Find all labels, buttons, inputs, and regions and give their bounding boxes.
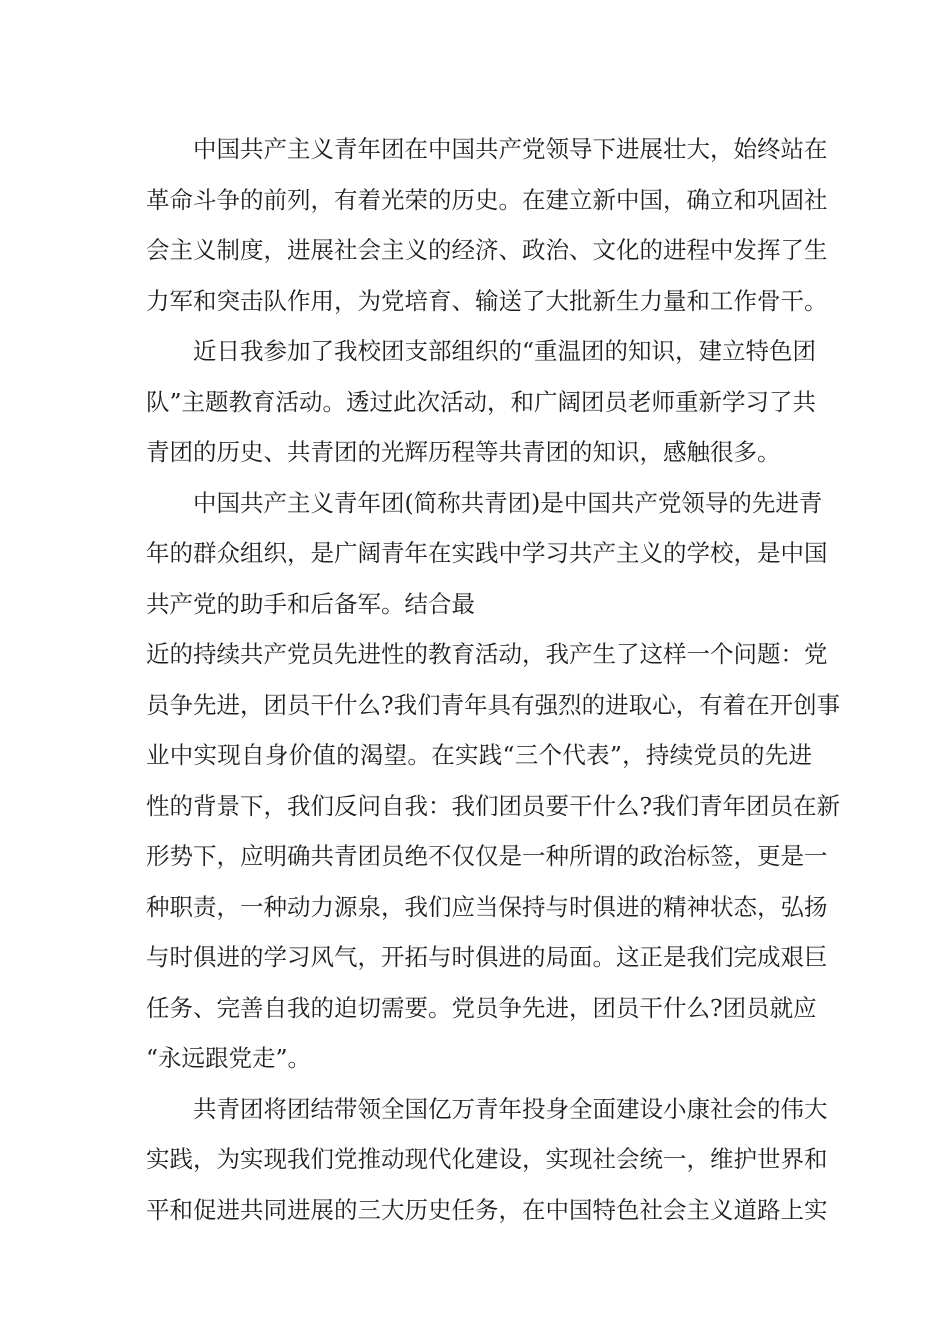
text-line: 近日我参加了我校团支部组织的“重温团的知识，建立特色团 bbox=[193, 337, 817, 365]
paragraph-5 bbox=[146, 1084, 828, 1236]
document-body bbox=[146, 124, 841, 1235]
paragraph-3 bbox=[146, 478, 828, 630]
text-line: 青团的历史、共青团的光辉历程等共青团的知识，感触很多。 bbox=[146, 438, 781, 466]
paragraph-2 bbox=[146, 326, 817, 478]
text-line: 员争先进，团员干什么?我们青年具有强烈的进取心，有着在开创事 bbox=[146, 690, 841, 719]
text-line: 与时俱进的学习风气，开拓与时俱进的局面。这正是我们完成艰巨 bbox=[146, 943, 828, 971]
text-line: 平和促进共同进展的三大历史任务，在中国特色社会主义道路上实 bbox=[146, 1195, 828, 1224]
text-line: 业中实现自身价值的渴望。在实践“三个代表”，持续党员的先进 bbox=[146, 741, 812, 769]
text-line: 共青团将团结带领全国亿万青年投身全面建设小康社会的伟大 bbox=[193, 1094, 828, 1123]
text-line: “永远跟党走”。 bbox=[146, 1044, 312, 1072]
text-line: 种职责，一种动力源泉，我们应当保持与时俱进的精神状态，弘扬 bbox=[146, 892, 828, 921]
text-line: 中国共产主义青年团(简称共青团)是中国共产党领导的先进青 bbox=[193, 488, 823, 517]
text-line: 队”主题教育活动。透过此次活动，和广阔团员老师重新学习了共 bbox=[146, 387, 817, 416]
text-line: 近的持续共产党员先进性的教育活动，我产生了这样一个问题：党 bbox=[146, 640, 828, 668]
text-line: 形势下，应明确共青团员绝不仅仅是一种所谓的政治标签，更是一 bbox=[146, 842, 828, 870]
text-line: 年的群众组织，是广阔青年在实践中学习共产主义的学校，是中国 bbox=[146, 539, 828, 567]
text-line: 力军和突击队作用，为党培育、输送了大批新生力量和工作骨干。 bbox=[146, 286, 828, 315]
text-line: 革命斗争的前列，有着光荣的历史。在建立新中国，确立和巩固社 bbox=[146, 185, 828, 214]
paragraph-1 bbox=[146, 124, 828, 326]
text-line: 会主义制度，进展社会主义的经济、政治、文化的进程中发挥了生 bbox=[146, 236, 828, 264]
text-line: 任务、完善自我的迫切需要。党员争先进，团员干什么?团员就应 bbox=[146, 993, 817, 1022]
text-line: 实践，为实现我们党推动现代化建设，实现社会统一，维护世界和 bbox=[146, 1145, 828, 1173]
text-line: 中国共产主义青年团在中国共产党领导下进展壮大，始终站在 bbox=[193, 135, 828, 163]
text-line: 共产党的助手和后备军。结合最 bbox=[146, 589, 475, 618]
paragraph-4 bbox=[146, 629, 841, 1084]
text-line: 性的背景下，我们反问自我：我们团员要干什么?我们青年团员在新 bbox=[146, 791, 841, 820]
